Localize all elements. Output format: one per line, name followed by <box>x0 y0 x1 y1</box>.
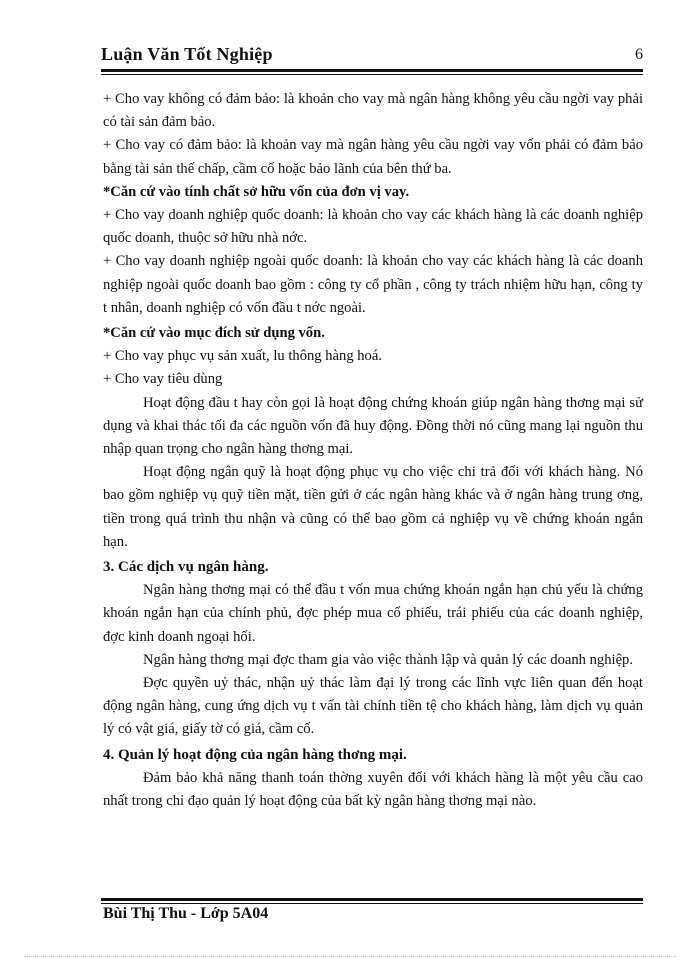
footer-rule-thin <box>101 903 643 904</box>
page-header <box>101 40 643 68</box>
paragraph: Ngân hàng thơng mại đợc tham gia vào việc thành lập và quản lý các doanh nghiệp. <box>143 651 633 668</box>
header-rule-thin <box>101 74 643 75</box>
paragraph: Đảm bảo khả năng thanh toán thờng xuyên đối với khách hàng là một yêu cầu cao nhất trong chỉ đạo quản lý hoạt động của bất kỳ ngân hàng thơng mại nào. <box>103 769 643 810</box>
paragraph: Ngân hàng thơng mại có thể đầu t vốn mua chứng khoán ngắn hạn chủ yếu là chứng khoán ngắn hạn của chính phủ, đợc phép mua cổ phiếu, trái phiếu của các doanh nghiệp, đợc kinh doanh ngoại hối. <box>103 582 643 645</box>
paragraph: + Cho vay không có đảm bảo: là khoản cho vay mà ngân hàng không yêu cầu ngời vay phải có tài sản đảm bảo. <box>103 91 643 131</box>
page-boundary <box>24 956 676 957</box>
paragraph: Hoạt động ngân quỹ là hoạt động phục vụ cho việc chi trả đối với khách hàng. Nó bao gồm nghiệp vụ quỹ tiền mặt, tiền gửi ở các ngân hàng khác và ở ngân hàng trung ơng, tiền trong quá trình thu nhận và cũng có thể bao gồm cả nghiệp vụ về chứng khoán ngắn hạn. <box>103 464 643 550</box>
paragraph: Đợc quyền uỷ thác, nhận uỷ thác làm đại lý trong các lĩnh vực liên quan đến hoạt động ngân hàng, cung ứng dịch vụ t vấn tài chính tiền tệ cho khách hàng, làm dịch vụ quản lý có vật giá, giấy tờ có giá, cầm cố. <box>103 675 643 738</box>
footer-author: Bùi Thị Thu - Lớp 5A04 <box>103 905 269 922</box>
section-heading: 4. Quản lý hoạt động của ngân hàng thơng mại. <box>103 746 407 763</box>
section-heading: *Căn cứ vào mục đích sử dụng vốn. <box>103 325 325 342</box>
header-rule-thick <box>101 69 643 72</box>
paragraph: + Cho vay doanh nghiệp quốc doanh: là khoản cho vay các khách hàng là các doanh nghiệp quốc doanh, thuộc sở hữu nhà nớc. <box>103 207 643 247</box>
footer-rule-thick <box>101 898 643 901</box>
paragraph: + Cho vay doanh nghiệp ngoài quốc doanh: là khoản cho vay các khách hàng là các doanh nghiệp ngoài quốc doanh bao gồm : công ty cổ phần , công ty trách nhiệm hữu hạn, công ty t nhân, doanh nghiệp có vốn đầu t nớc ngoài. <box>103 253 643 316</box>
paragraph: + Cho vay có đảm bảo: là khoản vay mà ngân hàng yêu cầu ngời vay vốn phải có đảm bảo bằng tài sản thế chấp, cầm cố hoặc bảo lãnh của bên thứ ba. <box>103 137 643 177</box>
paragraph: Hoạt động đầu t hay còn gọi là hoạt động chứng khoán giúp ngân hàng thơng mại sử dụng và khai thác tối đa các nguồn vốn đã huy động. Đồng thời nó cũng mang lại nguồn thu nhập quan trọng cho ngân hàng thơng mại. <box>103 394 643 458</box>
paragraph: + Cho vay tiêu dùng <box>103 371 223 388</box>
section-heading: *Căn cứ vào tính chất sở hữu vốn của đơn vị vay. <box>103 183 410 200</box>
document-body <box>103 88 643 813</box>
page-number: 6 <box>635 46 643 63</box>
paragraph: + Cho vay phục vụ sản xuất, lu thông hàng hoá. <box>103 348 382 365</box>
section-heading: 3. Các dịch vụ ngân hàng. <box>103 559 269 576</box>
header-title: Luận Văn Tốt Nghiệp <box>101 44 273 64</box>
